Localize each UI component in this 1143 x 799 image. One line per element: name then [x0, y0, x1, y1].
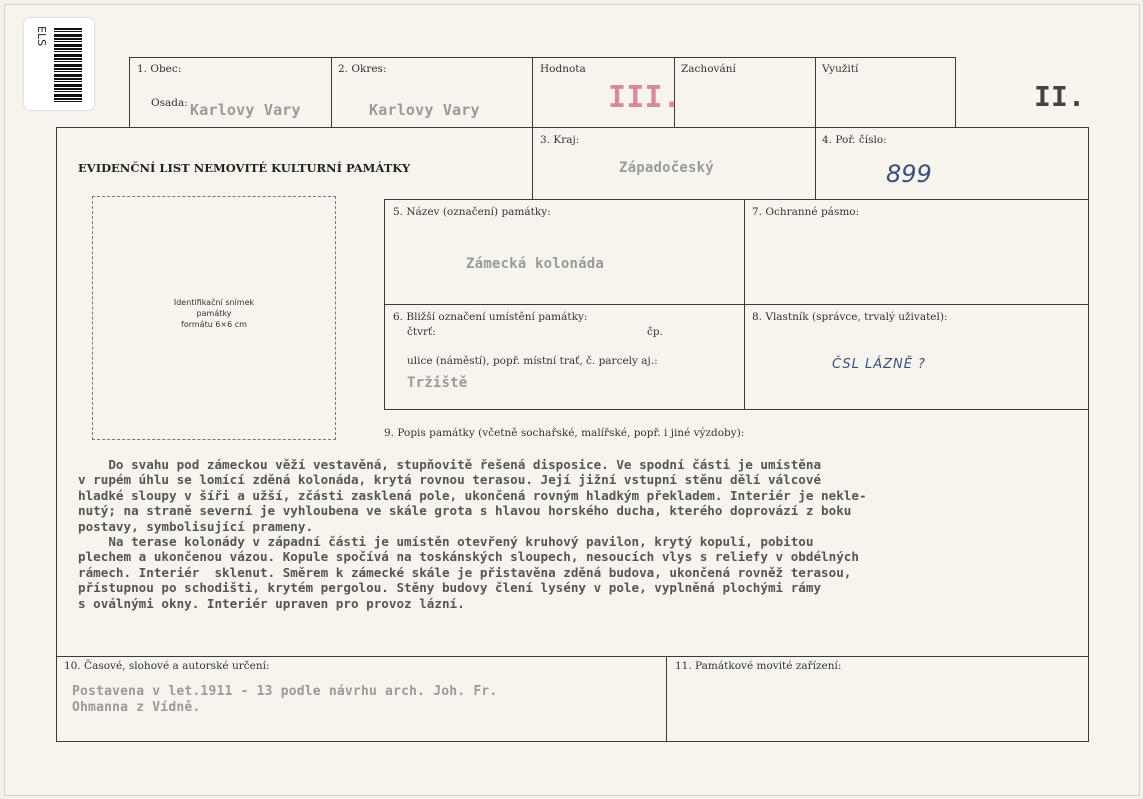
popis-line: Do svahu pod zámeckou věží vestavěná, stupňovitě řešená disposice. Ve spodní části je umístěna [78, 457, 822, 472]
popis-line: rámech. Interiér sklenut. Směrem k zámecké skále je přistavěna zděná budova, ukončená rovněž terasou, [78, 564, 852, 580]
vyuziti-label: Využití [822, 63, 859, 75]
popis-label: 9. Popis památky (včetně sochařské, malířské, popř. i jiné výzdoby): [384, 427, 745, 439]
okres-value: Karlovy Vary [369, 101, 480, 119]
rule [384, 199, 1088, 200]
rule [666, 656, 667, 741]
ochranne-pasmo-label: 7. Ochranné pásmo: [752, 206, 860, 218]
osada-value: Karlovy Vary [190, 101, 301, 119]
osada-label: Osada: [151, 97, 188, 109]
kraj-value: Západočeský [619, 160, 714, 176]
ctvrt-label: čtvrť: [407, 326, 436, 338]
cislo-value: 899 [886, 160, 932, 188]
rule [1088, 127, 1089, 741]
urceni-line-2: Ohmanna z Vídně. [72, 700, 201, 715]
photo-caption-2: památky [196, 309, 232, 318]
obec-label: 1. Obec: [137, 63, 182, 75]
nazev-value: Zámecká kolonáda [466, 256, 605, 272]
rule [815, 127, 816, 199]
photo-caption-3: formátu 6×6 cm [181, 320, 247, 329]
cp-label: čp. [647, 326, 663, 338]
ulice-value: Tržiště [407, 375, 468, 391]
popis-line: nutý; na straně severní je vyhloubena ve skále grota s hlavou horského ducha, kterého doprovází z boku [78, 503, 852, 519]
vlastnik-value: ČSL LÁZNĚ ? [832, 357, 926, 372]
popis-line: plechem a ukončenou vázou. Kopule spočívá na toskánských sloupech, nesoucích vlys s reliefy v obdélných [78, 549, 859, 565]
rule [129, 57, 130, 128]
urceni-line-1: Postavena v let.1911 - 13 podle návrhu arch. Joh. Fr. [72, 684, 498, 699]
popis-line: s oválnými okny. Interiér upraven pro provoz lázní. [78, 595, 465, 611]
rule [532, 127, 533, 199]
rule [955, 57, 956, 128]
form-title: EVIDENČNÍ LIST NEMOVITÉ KULTURNÍ PAMÁTKY [78, 161, 411, 175]
vlastnik-label: 8. Vlastník (správce, trvalý uživatel): [752, 311, 948, 323]
popis-line: hladké sloupy v šíři a užší, zčásti zasklená pole, ukončená rovným hladkým překladem. Interiér je nekle- [78, 487, 867, 503]
okres-label: 2. Okres: [338, 63, 387, 75]
zachovani-label: Zachování [681, 63, 736, 75]
photo-placeholder [92, 196, 336, 440]
movite-label: 11. Památkové movité zařízení: [675, 660, 842, 672]
hodnota-label: Hodnota [540, 63, 586, 75]
kraj-label: 3. Kraj: [540, 134, 580, 146]
rule [384, 409, 1088, 410]
rule [331, 57, 332, 128]
popis-line: postavy, symbolisující prameny. [78, 518, 314, 534]
umisteni-label: 6. Bližší označení umístění památky: [393, 311, 588, 323]
rule [384, 304, 1088, 305]
photo-caption-1: Identifikační snímek [173, 298, 255, 307]
rule [815, 57, 816, 128]
rule [56, 656, 1088, 657]
rule [56, 127, 1088, 128]
barcode-code: ELS [35, 26, 48, 47]
hodnota-value: III. [608, 80, 682, 115]
nazev-label: 5. Název (označení) památky: [393, 206, 551, 218]
barcode-bars [54, 28, 82, 104]
rule [56, 741, 1089, 742]
corner-mark: II. [1034, 80, 1086, 113]
rule [129, 57, 955, 58]
barcode-sticker [24, 18, 94, 110]
popis-line: Na terase kolonády v západní části je umístěn otevřený kruhový pavilon, krytý kopulí, pobitou [78, 534, 814, 550]
cislo-label: 4. Poř. číslo: [822, 134, 887, 146]
ulice-label: ulice (náměstí), popř. místní trať, č. parcely aj.: [407, 355, 658, 367]
popis-line: v rupém úhlu se lomící zděná kolonáda, krytá rovnou terasou. Její jižní vstupní stěnu dělí válcové [78, 472, 822, 488]
rule [532, 57, 533, 128]
popis-text [78, 457, 1098, 611]
popis-line: přístupnou po schodišti, krytém pergolou. Stěny budovy člení lysény v pole, vyplněná plochými rámy [78, 580, 822, 596]
rule [56, 127, 57, 741]
urceni-label: 10. Časové, slohové a autorské určení: [64, 660, 270, 672]
